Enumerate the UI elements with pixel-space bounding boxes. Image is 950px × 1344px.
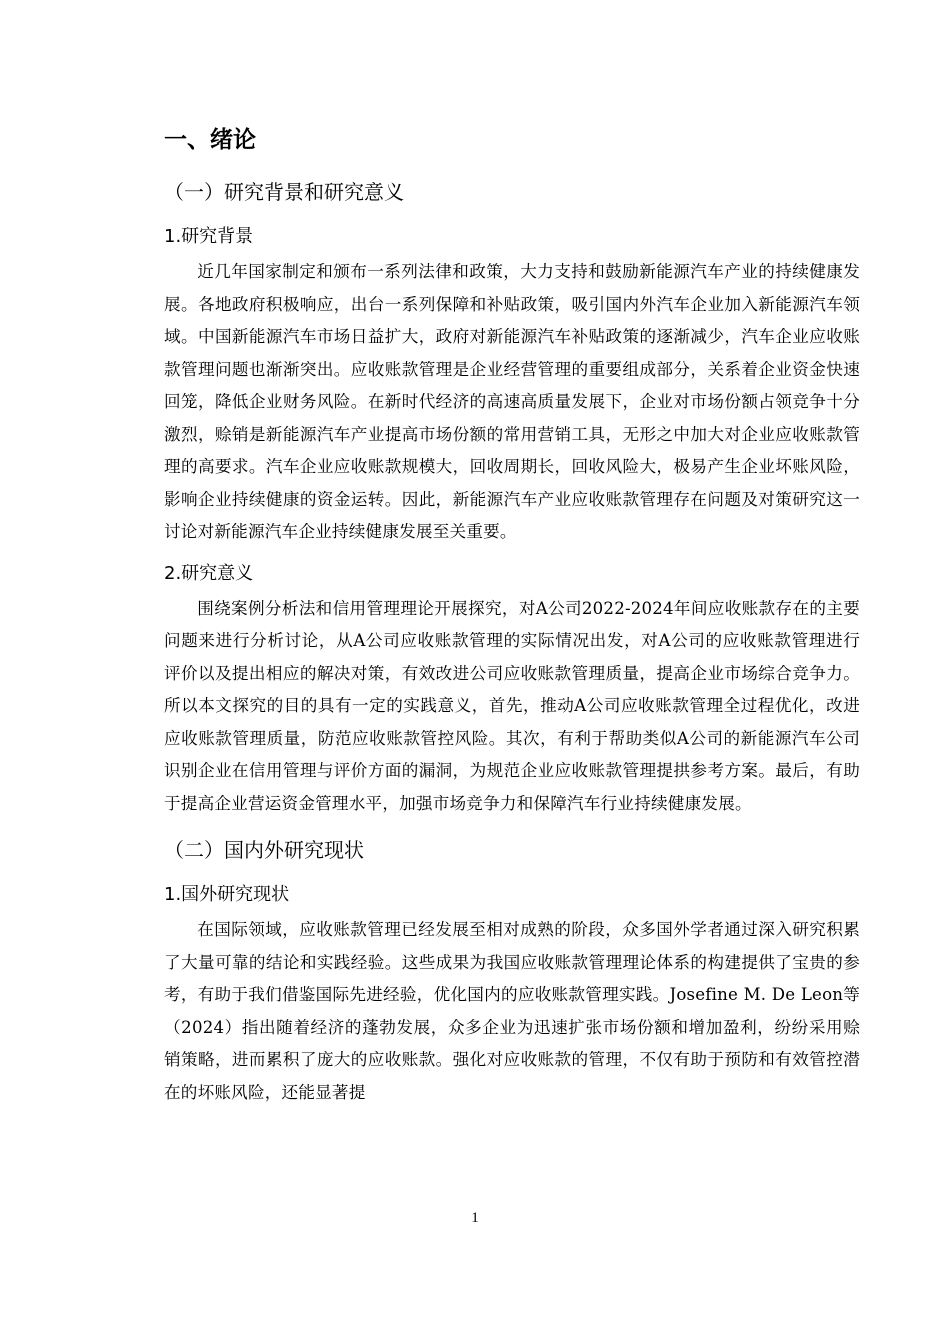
paragraph-foreign-research: 在国际领域，应收账款管理已经发展至相对成熟的阶段，众多国外学者通过深入研究积累了大量可靠的结论和实践经验。这些成果为我国应收账款管理理论体系的构建提供了宝贵的参考，有助于我们借鉴国际先进经验，优化国内的应收账款管理实践。Josefine M. De Leon等（2024）指出随着经济的蓬勃发展，众多企业为迅速扩张市场份额和增加盈利，纷纷采用赊销策略，进而累积了庞大的应收账款。强化对应收账款的管理，不仅有助于预防和有效管控潜在的坏账风险，还能显著提 bbox=[164, 920, 860, 1102]
chapter-heading: 一、绪论 bbox=[164, 127, 256, 153]
subsection-heading-background: 1.研究背景 bbox=[164, 226, 254, 247]
paragraph-background: 近几年国家制定和颁布一系列法律和政策，大力支持和鼓励新能源汽车产业的持续健康发展。各地政府积极响应，出台一系列保障和补贴政策，吸引国内外汽车企业加入新能源汽车领域。中国新能源汽车市场日益扩大，政府对新能源汽车补贴政策的逐渐减少，汽车企业应收账款管理问题也渐渐突出。应收账款管理是企业经营管理的重要组成部分，关系着企业资金快速回笼，降低企业财务风险。在新时代经济的高速高质量发展下，企业对市场份额占领竞争十分激烈，赊销是新能源汽车产业提高市场份额的常用营销工具，无形之中加大对企业应收账款管理的高要求。汽车企业应收账款规模大，回收周期长，回收风险大，极易产生企业坏账风险，影响企业持续健康的资金运转。因此，新能源汽车产业应收账款管理存在问题及对策研究这一讨论对新能源汽车企业持续健康发展至关重要。 bbox=[164, 262, 860, 541]
paragraph-significance: 围绕案例分析法和信用管理理论开展探究，对A公司2022-2024年间应收账款存在的主要问题来进行分析讨论，从A公司应收账款管理的实际情况出发，对A公司的应收账款管理进行评价以及提出相应的解决对策，有效改进公司应收账款管理质量，提高企业市场综合竞争力。所以本文探究的目的具有一定的实践意义，首先，推动A公司应收账款管理全过程优化，改进应收账款管理质量，防范应收账款管控风险。其次，有利于帮助类似A公司的新能源汽车公司识别企业在信用管理与评价方面的漏洞，为规范企业应收账款管理提拱参考方案。最后，有助于提高企业营运资金管理水平，加强市场竞争力和保障汽车行业持续健康发展。 bbox=[164, 598, 860, 813]
subsection-heading-significance: 2.研究意义 bbox=[164, 562, 254, 584]
section-heading-background-significance: （一）研究背景和研究意义 bbox=[164, 180, 404, 204]
subsection-heading-foreign-research: 1.国外研究现状 bbox=[164, 884, 290, 905]
page-number: 1 bbox=[471, 1210, 479, 1226]
section-heading-research-status: （二）国内外研究现状 bbox=[164, 838, 364, 862]
page-content bbox=[164, 118, 860, 1109]
